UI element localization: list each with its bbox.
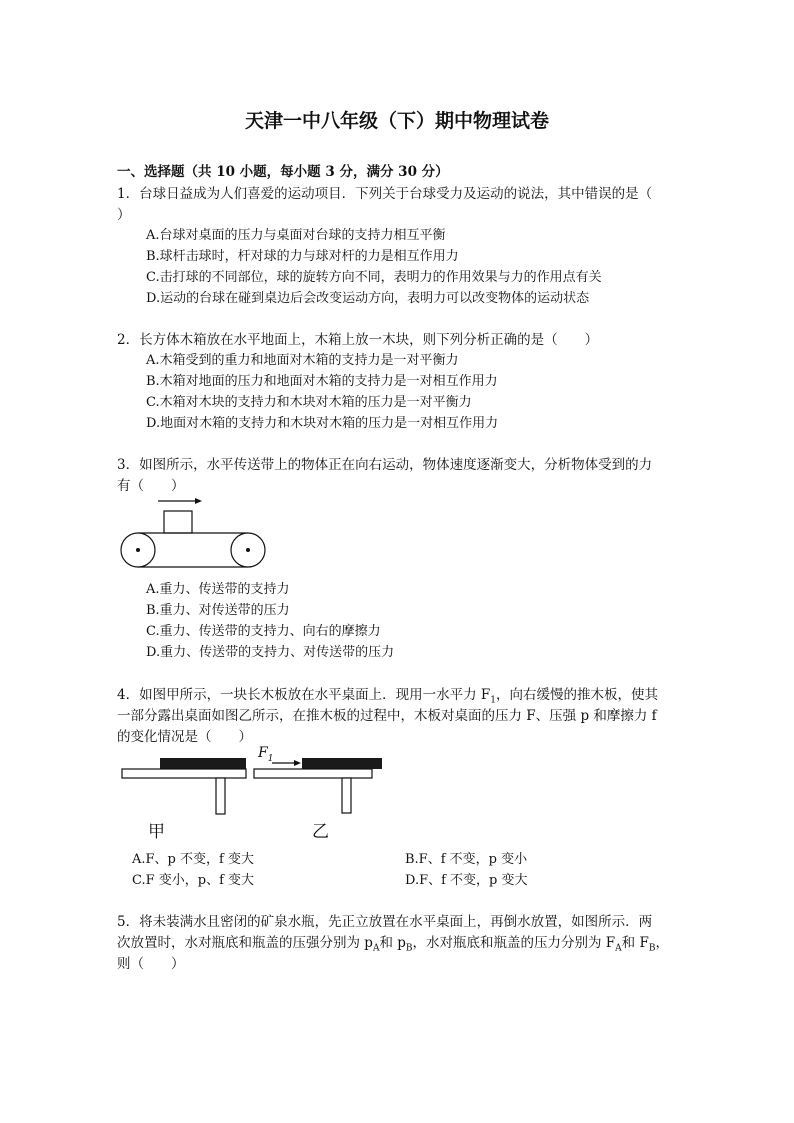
q3-stem-line2: 有（ ） <box>117 478 185 494</box>
tabletop-jia <box>122 769 246 778</box>
section-heading: 一、选择题（共 10 小题，每小题 3 分，满分 30 分） <box>117 164 449 180</box>
q3-stem-line1: 3．如图所示，水平传送带上的物体正在向右运动，物体速度逐渐变大，分析物体受到的力 <box>117 457 653 473</box>
q3-option-c: C.重力、传送带的支持力、向右的摩擦力 <box>146 624 381 639</box>
arrow-head <box>195 498 202 504</box>
q3-option-a: A.重力、传送带的支持力 <box>146 582 290 597</box>
q1-option-d: D.运动的台球在碰到桌边后会改变运动方向，表明力可以改变物体的运动状态 <box>146 291 590 306</box>
q4-option-a: A.F、p 不变，f 变大 <box>132 852 254 867</box>
q4-option-b: B.F、f 不变，p 变小 <box>405 852 528 867</box>
left-axle <box>136 548 140 552</box>
q4-stem-line3: 的变化情况是（ ） <box>117 729 252 745</box>
q4-stem-line2: 一部分露出桌面如图乙所示，在推木板的过程中，木板对桌面的压力 F、压强 p 和摩擦力 f <box>117 708 657 724</box>
board-table-diagram-jia <box>120 752 250 816</box>
figure-label-jia: 甲 <box>148 822 165 842</box>
q1-option-b: B.球杆击球时，杆对球的力与球对杆的力是相互作用力 <box>146 249 459 264</box>
q5-stem-line1: 5．将未装满水且密闭的矿泉水瓶，先正立放置在水平桌面上，再倒水放置，如图所示．两 <box>117 914 653 930</box>
q2-stem: 2．长方体木箱放在水平地面上，木箱上放一木块，则下列分析正确的是（ ） <box>117 332 599 348</box>
q2-option-d: D.地面对木箱的支持力和木块对木箱的压力是一对相互作用力 <box>146 416 499 431</box>
force-arrow-head <box>294 760 301 766</box>
q4-option-d: D.F、f 不变，p 变大 <box>405 873 528 888</box>
q4-stem-line1: 4．如图甲所示，一块长木板放在水平桌面上．现用一水平力 $F_1$，向右缓慢的推木板，使其 <box>117 687 658 706</box>
table-leg-yi <box>342 778 351 813</box>
q1-stem-line1: 1．台球日益成为人们喜爱的运动项目．下列关于台球受力及运动的说法，其中错误的是（ <box>117 186 653 202</box>
q2-option-b: B.木箱对地面的压力和地面对木箱的支持力是一对相互作用力 <box>146 374 498 389</box>
page-title: 天津一中八年级（下）期中物理试卷 <box>244 110 549 132</box>
figure-label-yi: 乙 <box>312 822 329 842</box>
q3-option-b: B.重力、对传送带的压力 <box>146 603 290 618</box>
q1-option-c: C.击打球的不同部位，球的旋转方向不同，表明力的作用效果与力的作用点有关 <box>146 270 602 285</box>
q5-stem-line3: 则（ ） <box>117 956 185 972</box>
q2-option-c: C.木箱对木块的支持力和木块对木箱的压力是一对平衡力 <box>146 395 472 410</box>
tabletop-yi <box>254 769 372 778</box>
force-label: $F_1$ <box>258 745 274 764</box>
q5-stem-line2: 次放置时，水对瓶底和瓶盖的压强分别为 $p_A$和 $p_B$，水对瓶底和瓶盖的压力分别为 $F_A$和 $F_B$， <box>117 935 669 954</box>
q4-option-c: C.F 变小，p、f 变大 <box>132 873 255 888</box>
table-leg-jia <box>216 778 225 814</box>
q2-option-a: A.木箱受到的重力和地面对木箱的支持力是一对平衡力 <box>146 353 459 368</box>
board-yi <box>302 758 382 769</box>
q3-option-d: D.重力、传送带的支持力、对传送带的压力 <box>146 645 395 660</box>
conveyor-belt-diagram <box>118 495 270 573</box>
box-object <box>164 511 192 533</box>
right-axle <box>246 548 250 552</box>
board-jia <box>160 758 246 769</box>
q1-stem-line2: ） <box>117 207 131 223</box>
q1-option-a: A.台球对桌面的压力与桌面对台球的支持力相互平衡 <box>146 228 446 243</box>
